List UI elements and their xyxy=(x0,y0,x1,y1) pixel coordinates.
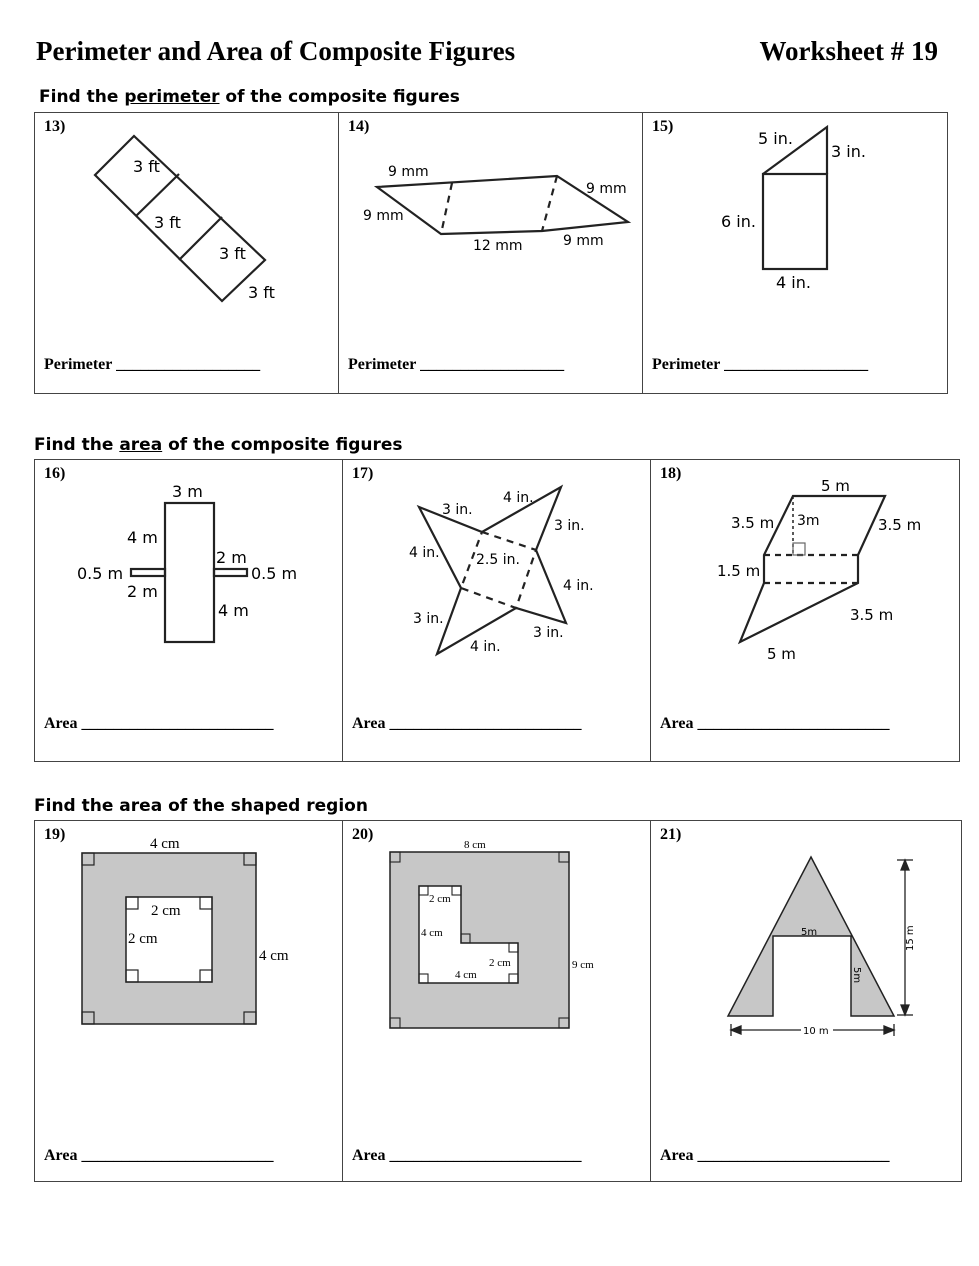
figure-13-squares xyxy=(35,113,338,394)
label-side: 9 mm xyxy=(388,164,429,180)
label-side: 3 m xyxy=(172,482,203,501)
shaded-region-problems-table xyxy=(34,820,962,1182)
label-side: 4 in. xyxy=(563,578,594,594)
label-side: 3 ft xyxy=(154,213,181,232)
label-side: 4 cm xyxy=(150,836,180,852)
figure-15-house xyxy=(643,113,947,394)
label-side: 5 in. xyxy=(758,129,793,148)
answer-line[interactable]: Perimeter __________________ xyxy=(348,356,565,373)
label-side: 9 mm xyxy=(563,233,604,249)
label-side: 2 cm xyxy=(128,931,158,947)
problem-16 xyxy=(35,460,343,762)
page-title: Perimeter and Area of Composite Figures xyxy=(36,36,516,66)
label-side: 3 ft xyxy=(248,283,275,302)
problem-number: 13) xyxy=(44,118,66,135)
label-side: 6 in. xyxy=(721,212,756,231)
label-side: 3 ft xyxy=(133,157,160,176)
label-side: 12 mm xyxy=(473,238,523,254)
worksheet-number: Worksheet # 19 xyxy=(759,36,938,66)
label-base: 10 m xyxy=(803,1026,829,1037)
label-height: 15 m xyxy=(905,925,916,951)
figure-14-hexagon xyxy=(339,113,642,394)
problem-19 xyxy=(35,821,343,1182)
label-side: 5 m xyxy=(821,477,850,495)
label-side: 2 m xyxy=(216,548,247,567)
label-side: 2 cm xyxy=(429,893,451,905)
label-side: 4 m xyxy=(218,601,249,620)
problem-21 xyxy=(651,821,962,1182)
problem-number: 18) xyxy=(660,465,682,482)
label-side: 4 m xyxy=(127,528,158,547)
label-side: 3 in. xyxy=(533,625,564,641)
problem-number: 14) xyxy=(348,118,370,135)
answer-line[interactable]: Area ________________________ xyxy=(352,715,582,732)
label-side: 4 cm xyxy=(421,927,443,939)
label-side: 4 cm xyxy=(259,948,289,964)
figure-19-square-frame xyxy=(35,821,342,1182)
label-side: 3.5 m xyxy=(850,606,894,624)
label-side: 4 in. xyxy=(409,545,440,561)
label-side: 2.5 in. xyxy=(476,552,520,568)
problem-number: 19) xyxy=(44,826,66,843)
label-side: 5 m xyxy=(767,645,796,663)
problem-number: 16) xyxy=(44,465,66,482)
label-side: 4 in. xyxy=(470,639,501,655)
perimeter-problems-table xyxy=(34,112,948,394)
label-side: 3 in. xyxy=(554,518,585,534)
figure-21-arch xyxy=(651,821,961,1182)
area-problems-table xyxy=(34,459,960,762)
answer-line[interactable]: Perimeter __________________ xyxy=(44,356,261,373)
label-side: 0.5 m xyxy=(251,564,298,583)
answer-line[interactable]: Area ________________________ xyxy=(44,1147,274,1164)
problem-14 xyxy=(339,113,643,394)
problem-18 xyxy=(651,460,960,762)
label-side: 3 in. xyxy=(831,142,866,161)
problem-15 xyxy=(643,113,948,394)
label-side: 4 cm xyxy=(455,969,477,981)
section-heading-perimeter: Find the perimeter of the composite figures xyxy=(39,87,460,107)
answer-line[interactable]: Perimeter __________________ xyxy=(652,356,869,373)
label-side: 3.5 m xyxy=(878,516,922,534)
label-side: 2 cm xyxy=(151,903,181,919)
label-side: 3 ft xyxy=(219,244,246,263)
label-side: 0.5 m xyxy=(77,564,124,583)
label-side: 3.5 m xyxy=(731,514,775,532)
problem-17 xyxy=(343,460,651,762)
label-side: 4 in. xyxy=(503,490,534,506)
label-side: 2 m xyxy=(127,582,158,601)
section-heading-shaded-region: Find the area of the shaped region xyxy=(34,796,368,816)
label-side: 4 in. xyxy=(776,273,811,292)
label-height: 3m xyxy=(797,513,820,529)
label-side: 1.5 m xyxy=(717,562,761,580)
problem-number: 17) xyxy=(352,465,374,482)
label-side: 3 in. xyxy=(442,502,473,518)
answer-line[interactable]: Area ________________________ xyxy=(352,1147,582,1164)
answer-line[interactable]: Area ________________________ xyxy=(44,715,274,732)
figure-20-l-shape xyxy=(343,821,650,1182)
label-side: 9 mm xyxy=(363,208,404,224)
label-side: 9 cm xyxy=(572,959,594,971)
problem-20 xyxy=(343,821,651,1182)
answer-line[interactable]: Area ________________________ xyxy=(660,1147,890,1164)
label-side: 2 cm xyxy=(489,957,511,969)
label-side: 5m xyxy=(801,927,818,938)
problem-number: 20) xyxy=(352,826,374,843)
label-side: 5m xyxy=(851,967,862,984)
problem-13 xyxy=(35,113,339,394)
label-side: 3 in. xyxy=(413,611,444,627)
problem-number: 21) xyxy=(660,826,682,843)
problem-number: 15) xyxy=(652,118,674,135)
answer-line[interactable]: Area ________________________ xyxy=(660,715,890,732)
label-side: 9 mm xyxy=(586,181,627,197)
label-side: 8 cm xyxy=(464,839,486,851)
section-heading-area: Find the area of the composite figures xyxy=(34,435,403,455)
